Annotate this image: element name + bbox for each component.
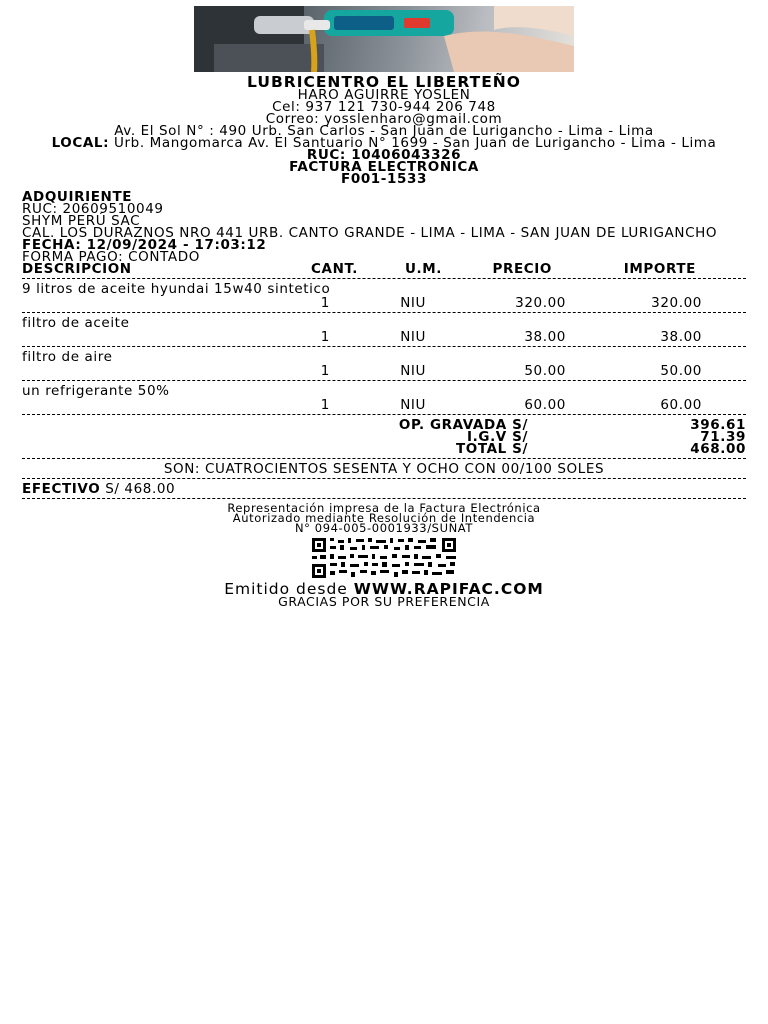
total-row: [22, 443, 746, 455]
payment-form: FORMA PAGO: CONTADO: [22, 249, 200, 265]
header-description: DESCRIPCION: [22, 261, 132, 277]
local-address: Urb. Mangomarca Av. El Santuario N° 1699 - San Juan de Lurigancho - Lima - Lima: [109, 135, 717, 151]
main-address: Av. El Sol N° : 490 Urb. San Carlos - San Juan de Lurigancho - Lima - Lima: [114, 123, 654, 139]
document-number: F001-1533: [341, 171, 427, 187]
item-price: 38.00: [524, 329, 566, 345]
item-quantity: 1: [320, 295, 330, 311]
oil-pour-illustration: [194, 6, 574, 72]
igv-label: I.G.V S/: [467, 429, 528, 445]
total-label: TOTAL S/: [455, 441, 528, 457]
divider: [22, 380, 746, 382]
legal-line-3: N° 094-005-0001933/SUNAT: [294, 521, 474, 535]
item-values: [22, 297, 746, 309]
legal-line-1: Representación impresa de la Factura Electrónica: [227, 501, 541, 515]
divider: [22, 346, 746, 348]
item-amount: 60.00: [660, 397, 702, 413]
item-values: [22, 399, 746, 411]
item-description: filtro de aceite: [22, 315, 130, 331]
item-amount: 50.00: [660, 363, 702, 379]
divider: [22, 312, 746, 314]
email: Correo: yosslenharo@gmail.com: [265, 111, 503, 127]
item-description: filtro de aire: [22, 349, 113, 365]
total-gravada-row: [22, 419, 746, 431]
item-quantity: 1: [320, 363, 330, 379]
business-name: LUBRICENTRO EL LIBERTEÑO: [247, 73, 521, 91]
item-unit: NIU: [400, 363, 426, 379]
amount-in-words: SON: CUATROCIENTOS SESENTA Y OCHO CON 00/100 SOLES: [163, 461, 605, 477]
line-item: [22, 385, 746, 411]
thanks-message: GRACIAS POR SU PREFERENCIA: [278, 594, 490, 609]
item-unit: NIU: [400, 295, 426, 311]
header-amount: IMPORTE: [623, 261, 696, 277]
gravada-value: 396.61: [690, 417, 746, 433]
item-quantity: 1: [320, 329, 330, 345]
total-value: 468.00: [690, 441, 746, 457]
header-price: PRECIO: [492, 261, 552, 277]
qr-code-icon: [310, 536, 458, 580]
payment-method-value: S/ 468.00: [100, 481, 176, 497]
line-item: [22, 351, 746, 377]
phone: Cel: 937 121 730-944 206 748: [272, 99, 496, 115]
emitted-site-link[interactable]: WWW.RAPIFAC.COM: [353, 580, 544, 598]
issue-date: FECHA: 12/09/2024 - 17:03:12: [22, 237, 267, 253]
item-quantity: 1: [320, 397, 330, 413]
item-price: 50.00: [524, 363, 566, 379]
igv-value: 71.39: [700, 429, 746, 445]
buyer-name: SHYM PERÚ SAC: [22, 213, 141, 229]
owner-name: HARO AGUIRRE YOSLEN: [297, 87, 471, 103]
item-description: 9 litros de aceite hyundai 15w40 sintetico: [22, 281, 331, 297]
divider: [22, 414, 746, 416]
buyer-ruc: RUC: 20609510049: [22, 201, 164, 217]
item-price: 320.00: [515, 295, 566, 311]
payment-method: [22, 483, 746, 495]
item-unit: NIU: [400, 397, 426, 413]
line-item: [22, 283, 746, 309]
oil-banner-image: [194, 6, 574, 72]
divider: [22, 278, 746, 280]
payment-method-label: EFECTIVO: [22, 481, 101, 497]
header-unit: U.M.: [404, 261, 442, 277]
divider: [22, 478, 746, 480]
item-amount: 320.00: [651, 295, 702, 311]
emitted-prefix: Emitido desde: [224, 580, 354, 598]
local-label: LOCAL:: [51, 135, 110, 151]
table-header: [22, 263, 746, 275]
divider: [22, 458, 746, 460]
item-description: un refrigerante 50%: [22, 383, 170, 399]
gravada-label: OP. GRAVADA S/: [398, 417, 528, 433]
item-values: [22, 331, 746, 343]
receipt: [22, 6, 746, 608]
buyer-address: CAL. LOS DURAZNOS NRO 441 URB. CANTO GRANDE - LIMA - LIMA - SAN JUAN DE LURIGANCHO: [22, 225, 718, 241]
item-amount: 38.00: [660, 329, 702, 345]
legal-line-2: Autorizado mediante Resolución de Intendencia: [232, 511, 536, 525]
buyer-label: ADQUIRIENTE: [22, 189, 133, 205]
item-unit: NIU: [400, 329, 426, 345]
line-item: [22, 317, 746, 343]
header-quantity: CANT.: [311, 261, 358, 277]
igv-row: [22, 431, 746, 443]
divider: [22, 498, 746, 500]
document-type: FACTURA ELECTRONICA: [289, 159, 479, 175]
issuer-ruc: RUC: 10406043326: [306, 147, 462, 163]
item-values: [22, 365, 746, 377]
item-price: 60.00: [524, 397, 566, 413]
